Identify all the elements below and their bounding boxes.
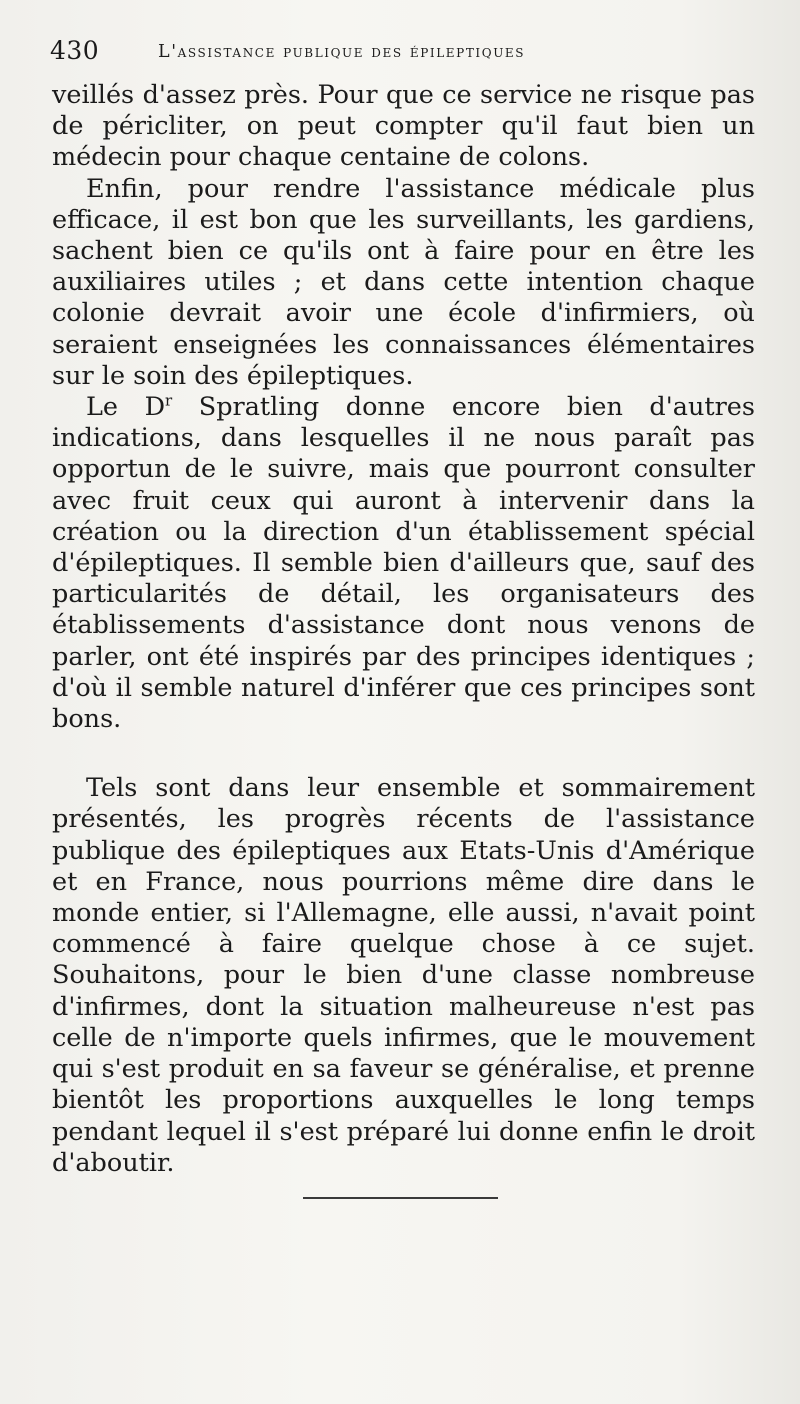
paragraph-spratling-rest: Spratling donne encore bien d'autres indications, dans lesquelles il ne nous paraît pas opportun de le suivre, mais que pourront consulter avec fruit ceux qui auront à intervenir dans la création ou la direction d'un établissement spécial d'épileptiques. Il semble bien d'ailleurs que, sauf des particularités de détail, les organisateurs des établissements d'assistance dont nous venons de parler, ont été inspirés par des principes identiques ; d'où il semble naturel d'inférer que ces principes sont bons. (52, 392, 755, 735)
paragraph-spratling (52, 392, 755, 735)
paragraph-conclusion: Tels sont dans leur ensemble et sommairement présentés, les progrès récents de l'assistance publique des épileptiques aux Etats-Unis d'Amérique et en France, nous pourrions même dire dans le monde entier, si l'Allemagne, elle aussi, n'avait point commencé à faire quelque chose à ce sujet. Souhaitons, pour le bien d'une classe nombreuse d'infirmes, dont la situation malheureuse n'est pas celle de n'importe quels infirmes, que le mouvement qui s'est produit en sa faveur se généralise, et prenne bientôt les proportions auxquelles le long temps pendant lequel il s'est préparé lui donne enfin le droit d'aboutir. (52, 773, 755, 1178)
page-number: 430 (50, 36, 100, 65)
paragraph-infirmiers: Enfin, pour rendre l'assistance médicale plus efficace, il est bon que les surveillants, les gardiens, sachent bien ce qu'ils ont à faire pour en être les auxiliaires utiles ; et dans cette intention chaque colonie devrait avoir une école d'infirmiers, où seraient enseignées les connaissances élémentaires sur le soin des épileptiques. (52, 173, 755, 391)
paragraph-continuation: veillés d'assez près. Pour que ce service ne risque pas de péricliter, on peut compter qu'il faut bien un médecin pour chaque centaine de colons. (52, 80, 755, 173)
doctor-superscript: r (165, 391, 173, 410)
body-text (52, 80, 755, 1179)
section-end-rule (303, 1197, 498, 1199)
running-title: L'assistance publique des épileptiques (158, 42, 526, 62)
running-head (50, 34, 760, 68)
paragraph-spratling-start: Le D (86, 392, 166, 423)
